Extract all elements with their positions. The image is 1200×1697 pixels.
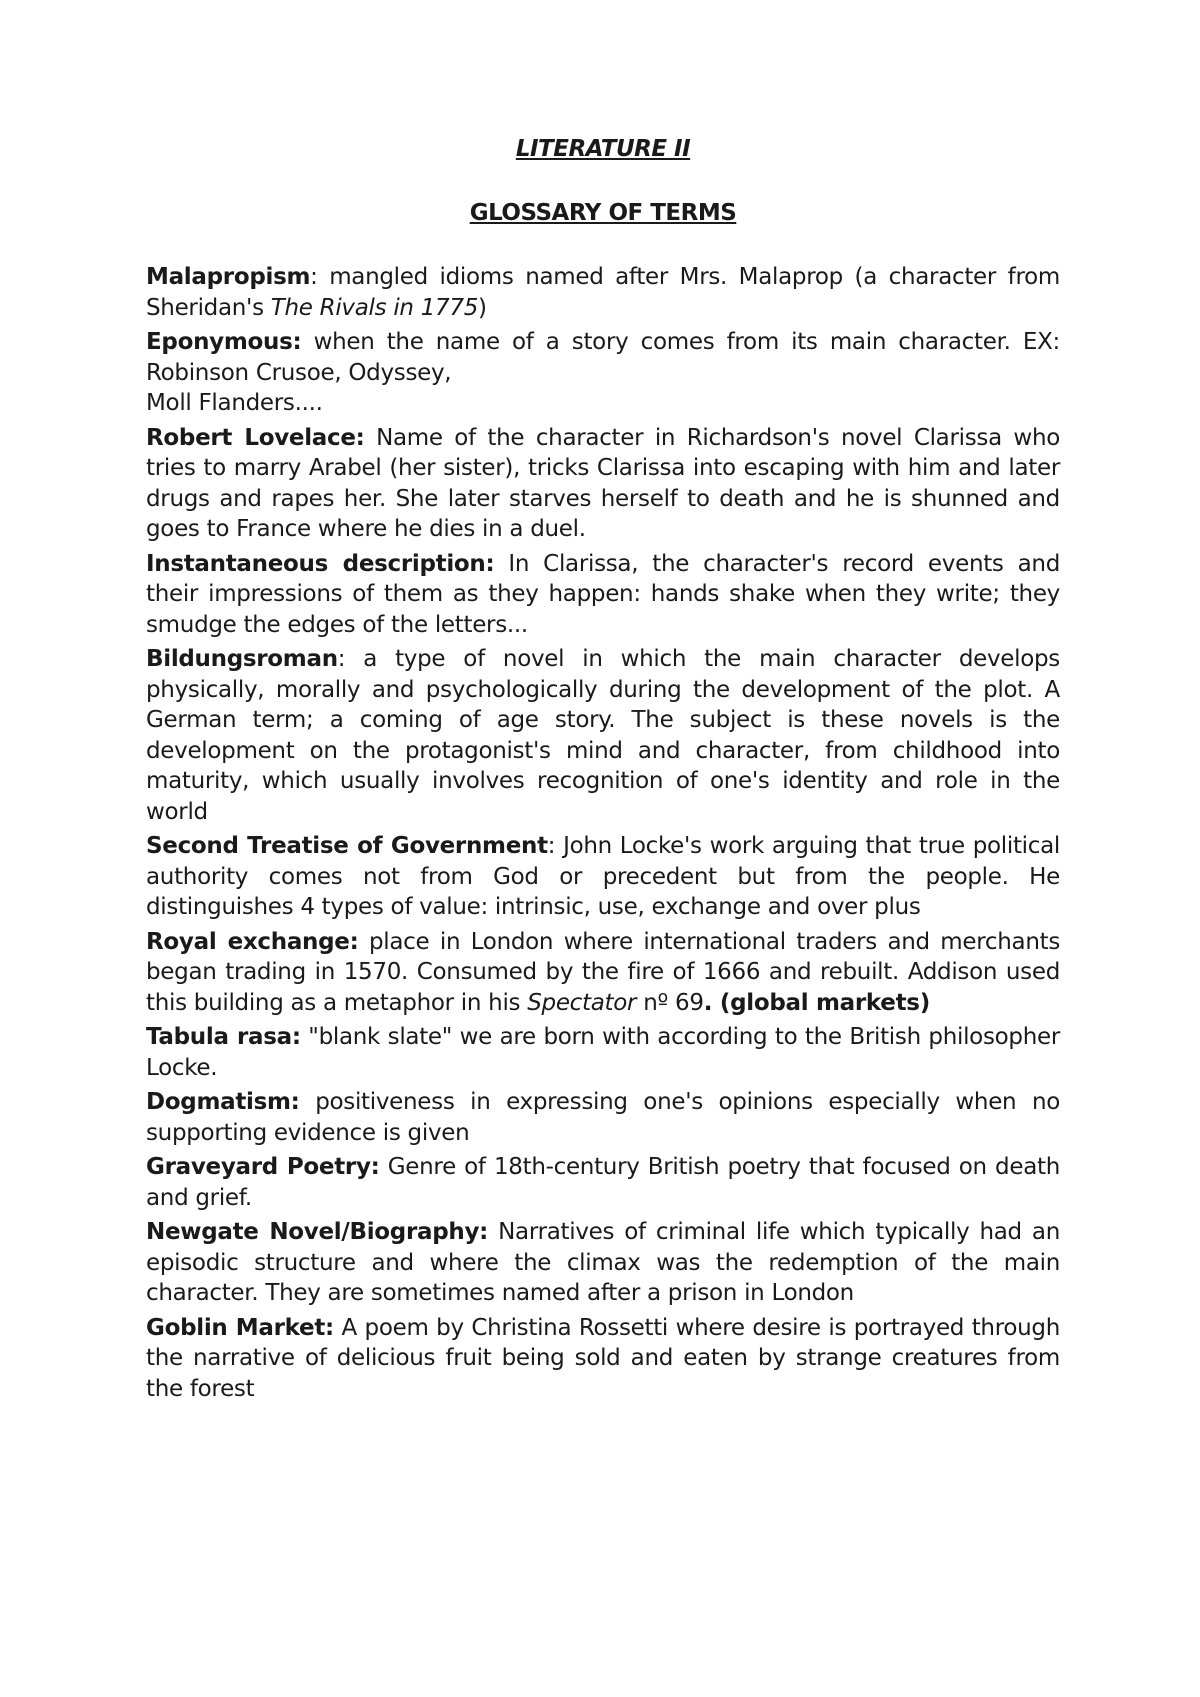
term-instantaneous-description: Instantaneous description: <box>146 550 495 577</box>
definition-dogmatism: positiveness in expressing one's opinions especially when no supporting evidence is given <box>146 1089 1060 1146</box>
term-bildungsroman: Bildungsroman <box>146 646 338 672</box>
definition-malapropism: mangled idioms named after Mrs. Malaprop (a character from Sheridan's <box>146 264 1061 321</box>
document-page <box>146 136 1060 1408</box>
definition-bold-tail: . (global markets) <box>703 989 930 1016</box>
definition-eponymous: when the name of a story comes from its main character. EX: Robinson Crusoe, Odyssey, <box>146 329 1060 386</box>
document-subtitle: GLOSSARY OF TERMS <box>469 200 737 226</box>
term-second-treatise: Second Treatise of Government <box>146 833 548 859</box>
definition-italic: The Rivals in 1775 <box>270 294 479 321</box>
definition-goblin-market: A poem by Christina Rossetti where desire is portrayed through the narrative of delicious fruit being sold and eaten by strange creatures from the forest <box>146 1314 1060 1402</box>
definition-robert-lovelace: Name of the character in Richardson's novel Clarissa who tries to marry Arabel (her sister), tricks Clarissa into escaping with him and later drugs and rapes her. She later starves herself to death and he is shunned and goes to France where he dies in a duel. <box>146 424 1060 542</box>
definition-royal-exchange: place in London where international traders and merchants began trading in 1570. Consumed by the fire of 1666 and rebuilt. Addison used this building as a metaphor in his <box>146 928 1061 1016</box>
definition-bildungsroman: : a type of novel in which the main character develops physically, morally and psychologically during the development of the plot. A German term; a coming of age story. The subject is these novels is the development on the protagonist's mind and character, from childhood into maturity, which usually involves recognition of one's identity and role in the world <box>146 646 1060 825</box>
glossary-entry-newgate-novel <box>146 1217 1060 1309</box>
glossary-entry-instantaneous-description <box>146 549 1060 641</box>
glossary-entry-robert-lovelace <box>146 423 1060 545</box>
term-newgate-novel: Newgate Novel/Biography: <box>146 1219 489 1245</box>
term-dogmatism: Dogmatism: <box>146 1089 300 1115</box>
glossary-entry-eponymous <box>146 327 1060 388</box>
glossary-entry-goblin-market <box>146 1313 1060 1405</box>
glossary-entry-bildungsroman <box>146 644 1060 827</box>
definition-instantaneous-description: In Clarissa, the character's record events and their impressions of them as they happen: hands shake when they write; they smudge the edges of the letters... <box>146 550 1060 638</box>
term-robert-lovelace: Robert Lovelace: <box>146 424 365 451</box>
definition-eponymous-line2: Moll Flanders.... <box>146 390 323 416</box>
glossary-entry-malapropism <box>146 262 1060 323</box>
definition-tabula-rasa: "blank slate" we are born with according to the British philosopher Locke. <box>146 1024 1060 1081</box>
definition-newgate-novel: Narratives of criminal life which typically had an episodic structure and where the climax was the redemption of the main character. They are sometimes named after a prison in London <box>146 1219 1061 1306</box>
glossary-entry-royal-exchange <box>146 927 1060 1019</box>
definition-tail: nº 69 <box>636 989 704 1016</box>
definition-graveyard-poetry: Genre of 18th-century British poetry that focused on death and grief. <box>146 1154 1060 1211</box>
glossary-entry-dogmatism <box>146 1087 1060 1148</box>
term-graveyard-poetry: Graveyard Poetry: <box>146 1154 380 1180</box>
term-eponymous: Eponymous: <box>146 329 302 355</box>
term-tabula-rasa: Tabula rasa: <box>146 1024 301 1050</box>
term-goblin-market: Goblin Market: <box>146 1314 334 1341</box>
definition-second-treatise: : John Locke's work arguing that true political authority comes not from God or precedent but from the people. He distinguishes 4 types of value: intrinsic, use, exchange and over plus <box>146 833 1061 920</box>
glossary-entry-tabula-rasa <box>146 1022 1060 1083</box>
definition-tail: ) <box>478 294 487 321</box>
glossary-entry-second-treatise <box>146 831 1060 923</box>
term-royal-exchange: Royal exchange: <box>146 928 359 955</box>
term-separator: : <box>310 264 330 290</box>
definition-italic: Spectator <box>527 989 637 1016</box>
glossary-entry-graveyard-poetry <box>146 1152 1060 1213</box>
document-title: LITERATURE II <box>515 136 691 162</box>
term-malapropism: Malapropism <box>146 264 311 290</box>
